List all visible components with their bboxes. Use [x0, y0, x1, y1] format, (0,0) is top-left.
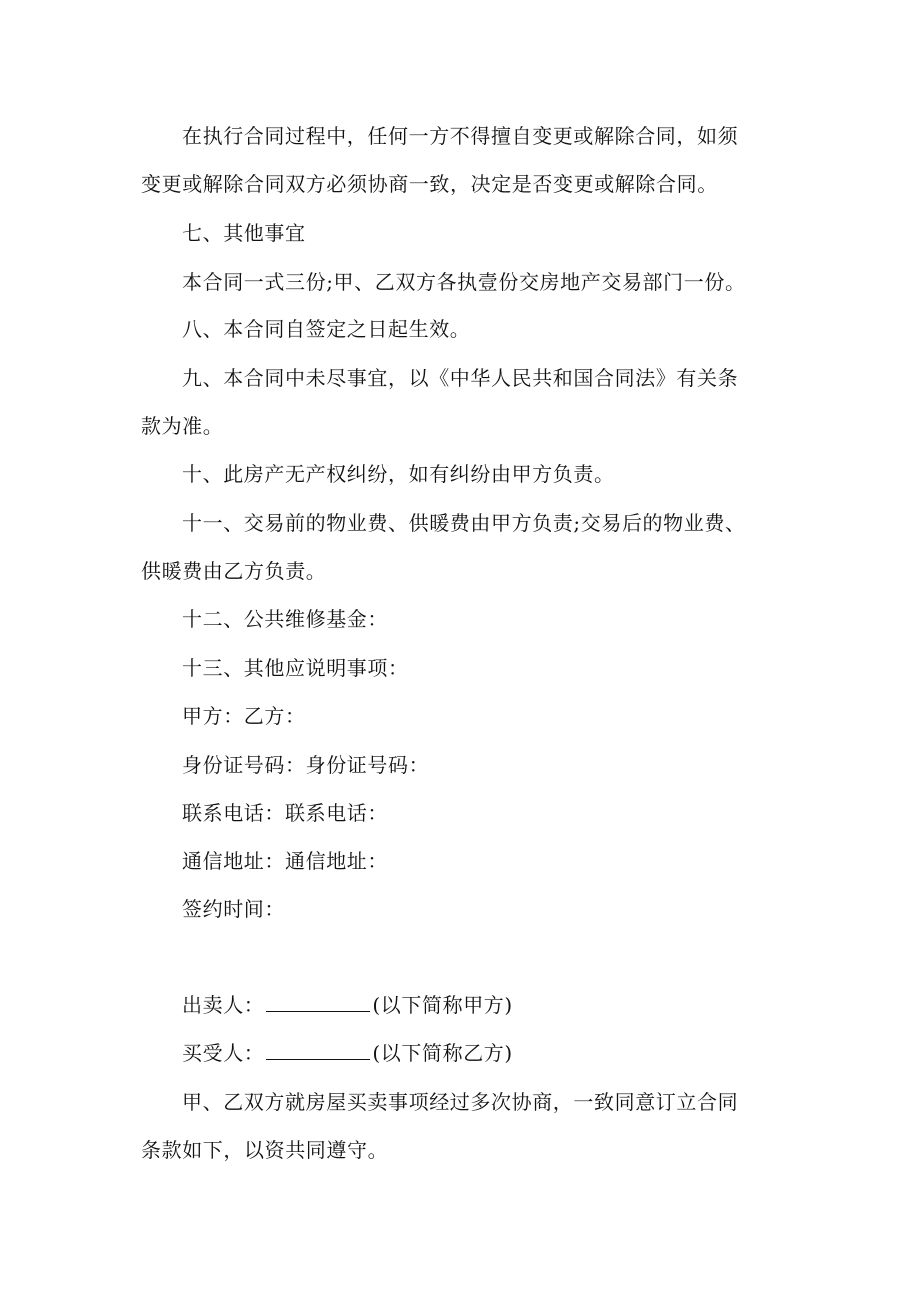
- section-9-line: 款为准。: [141, 414, 224, 438]
- id-numbers: 身份证号码：身份证号码：: [182, 753, 430, 777]
- buyer-line: [182, 1041, 513, 1065]
- party-names: 甲方：乙方：: [182, 704, 306, 728]
- section-8: 八、本合同自签定之日起生效。: [182, 317, 471, 341]
- closing-line: 条款如下，以资共同遵守。: [141, 1138, 389, 1162]
- section-10: 十、此房产无产权纠纷，如有纠纷由甲方负责。: [182, 462, 615, 486]
- paragraph-line: 在执行合同过程中，任何一方不得擅自变更或解除合同，如须: [182, 124, 739, 148]
- section-11-line: 十一、交易前的物业费、供暖费由甲方负责;交易后的物业费、: [182, 511, 746, 535]
- seller-label: 出卖人：: [182, 993, 265, 1017]
- signing-date: 签约时间：: [182, 897, 285, 921]
- mailing-addresses: 通信地址：通信地址：: [182, 849, 388, 873]
- section-13: 十三、其他应说明事项：: [182, 656, 409, 680]
- buyer-label: 买受人：: [182, 1041, 265, 1065]
- paragraph-line: 本合同一式三份;甲、乙双方各执壹份交房地产交易部门一份。: [182, 270, 746, 294]
- closing-line: 甲、乙双方就房屋买卖事项经过多次协商，一致同意订立合同: [182, 1090, 739, 1114]
- seller-blank: [266, 993, 370, 1012]
- section-12: 十二、公共维修基金：: [182, 607, 388, 631]
- buyer-blank: [266, 1041, 370, 1060]
- seller-line: [182, 993, 513, 1017]
- section-9-line: 九、本合同中未尽事宜，以《中华人民共和国合同法》有关条: [182, 366, 739, 390]
- buyer-suffix: (以下简称乙方): [372, 1041, 513, 1065]
- seller-suffix: (以下简称甲方): [372, 993, 513, 1017]
- section-11-line: 供暖费由乙方负责。: [141, 559, 327, 583]
- paragraph-line: 变更或解除合同双方必须协商一致，决定是否变更或解除合同。: [141, 172, 718, 196]
- contact-phones: 联系电话：联系电话：: [182, 801, 388, 825]
- section-heading-7: 七、其他事宜: [182, 221, 306, 245]
